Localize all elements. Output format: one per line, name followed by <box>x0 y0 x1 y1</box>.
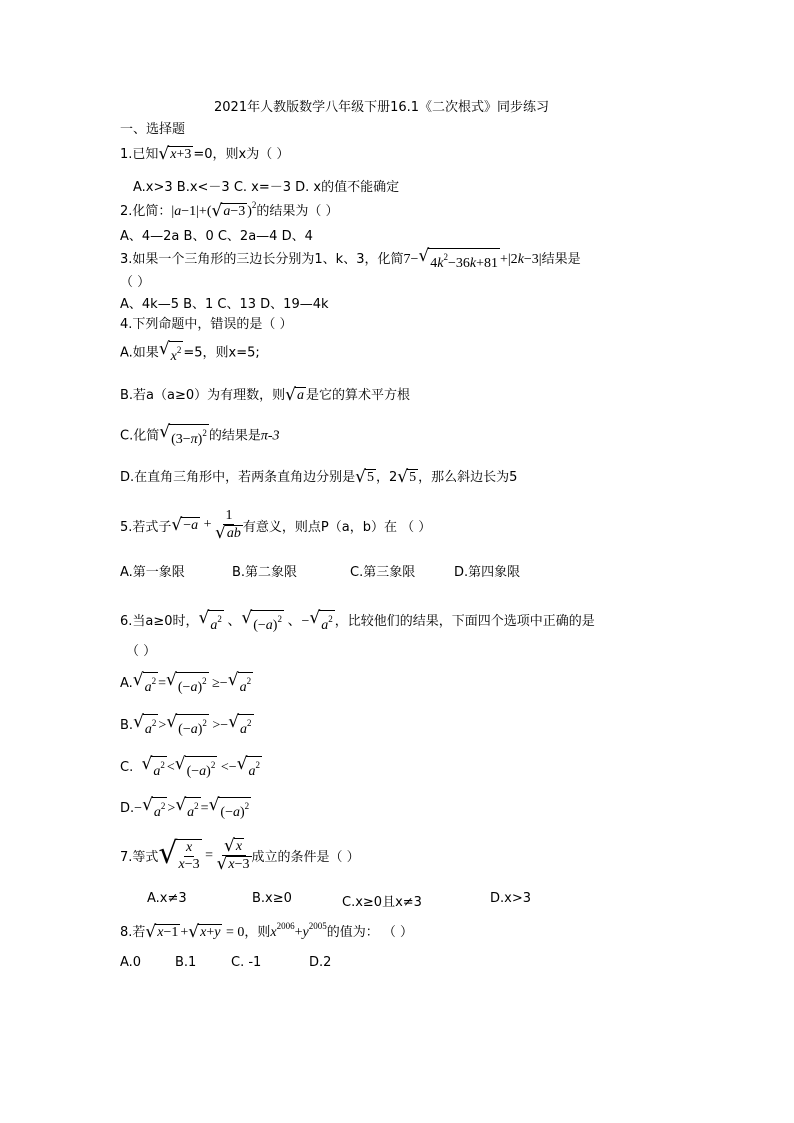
question-6-option-b: B. √ $a^2$ > √ $(-a)^2$ >− √ $a^2$ <box>120 712 252 737</box>
math-expression: √ −a + 1 √ ab <box>171 508 241 543</box>
question-4-option-c: C.化简 √ $(3-\pi)^2$ 的结果是π-3 <box>120 422 280 447</box>
question-6-option-d: D.− √ $a^2$ > √ $a^2$ = √ $(-a)^2$ <box>120 795 250 820</box>
math-expression: |a−1|+( √ a−3 )$^2$ <box>171 200 257 222</box>
question-3-options: A、4k—5 B、1 C、13 D、19—4k <box>120 297 329 312</box>
question-6: 6.当a≥0时， √ $a^2$ 、 √ $(-a)^2$ 、− √ $a^2$ ，比较他们的结果，下面四个选项中正确的是 <box>120 608 595 633</box>
question-6-option-c: C. √ $a^2$ < √ $(-a)^2$ <− √ $a^2$ <box>120 754 260 779</box>
sqrt-expression: √ x+3 <box>158 144 192 164</box>
question-8-option-b: B.1 <box>175 955 197 970</box>
question-2: 2.化简：|a−1|+( √ a−3 )$^2$的结果为（ ） <box>120 200 339 222</box>
question-5-option-c: C.第三象限 <box>350 565 416 580</box>
question-2-options: A、4—2a B、0 C、2a—4 D、4 <box>120 229 313 244</box>
question-6-bracket: （ ） <box>126 644 157 659</box>
math-expression: 7− √ $4k^2-36k+81$ +|2k−3| <box>403 246 542 271</box>
math-expression: √ x−1 + √ x+y = 0 <box>145 922 245 943</box>
question-7-option-a: A.x≠3 <box>147 891 187 906</box>
question-3: 3.如果一个三角形的三边长分别为1、k、3，化简7− √ $4k^2-36k+81$ +|2k−3|结果是 <box>120 246 581 271</box>
question-4: 4.下列命题中，错误的是（ ） <box>120 317 293 332</box>
question-4-option-a: A.如果 √ $x^2$ =5，则x=5; <box>120 339 260 364</box>
question-8-option-a: A.0 <box>120 955 142 970</box>
question-8: 8.若 √ x−1 + √ x+y = 0，则$x^{2006}+y^{2005}$的值为： （ ） <box>120 921 413 943</box>
math-expression: √ $\frac{x}{x-3}$ = √ x √ x−3 <box>158 835 250 874</box>
question-7-option-c: C.x≥0且x≠3 <box>342 895 422 910</box>
question-5-option-b: B.第二象限 <box>232 565 298 580</box>
question-6-option-a: A. √ $a^2$ = √ $(-a)^2$ ≥− √ $a^2$ <box>120 670 252 695</box>
question-5-option-d: D.第四象限 <box>454 565 521 580</box>
question-5-option-a: A.第一象限 <box>120 565 185 580</box>
question-7-option-b: B.x≥0 <box>252 891 292 906</box>
question-1: 1.已知 √ x+3 =0，则x为（ ） <box>120 144 290 164</box>
question-8-option-c: C. -1 <box>231 955 262 970</box>
page-title: 2021年人教版数学八年级下册16.1《二次根式》同步练习 <box>214 100 550 115</box>
question-4-option-b: B.若a（a≥0）为有理数，则 √ a 是它的算术平方根 <box>120 385 411 405</box>
question-1-options: A.x>3 B.x<－3 C. x=－3 D. x的值不能确定 <box>133 180 400 195</box>
question-3-bracket: （ ） <box>120 275 151 290</box>
question-8-option-d: D.2 <box>309 955 332 970</box>
question-4-option-d: D.在直角三角形中，若两条直角边分别是 √ 5 ，2 √ 5 ，那么斜边长为5 <box>120 467 518 487</box>
math-expression: √ $a^2$ 、 √ $(-a)^2$ 、− √ $a^2$ <box>198 608 333 633</box>
question-7: 7.等式 √ $\frac{x}{x-3}$ = √ x √ x−3 成立的条件是（ ） <box>120 835 360 874</box>
section-heading: 一、选择题 <box>120 122 186 137</box>
question-7-option-d: D.x>3 <box>490 891 531 906</box>
question-5: 5.若式子 √ −a + 1 √ ab 有意义，则点P（a，b）在 （ ） <box>120 508 432 543</box>
